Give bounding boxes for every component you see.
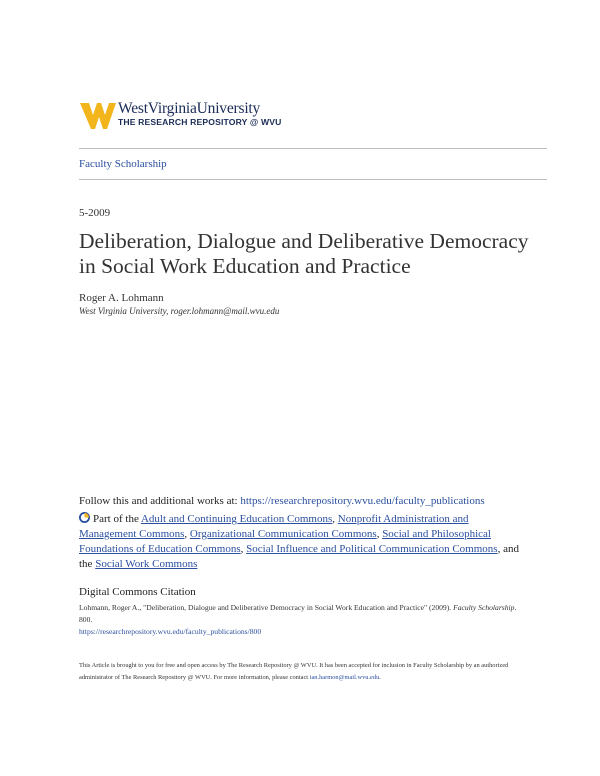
separator: , <box>332 513 338 525</box>
wvu-logo[interactable] <box>80 99 280 135</box>
part-of-prefix: Part of the <box>93 513 141 525</box>
separator: , <box>376 528 383 540</box>
commons-link-social-philosophical[interactable]: Social and Philosophical Foundations of Education Commons <box>79 528 491 555</box>
part-of-section <box>79 512 519 572</box>
commons-link-organizational-communication[interactable]: Organizational Communication Commons <box>189 528 377 540</box>
footer-note <box>79 660 539 684</box>
article-title: Deliberation, Dialogue and Deliberative Democracy in Social Work Education and Practice <box>79 229 529 278</box>
commons-link-adult-education[interactable]: Adult and Continuing Education Commons <box>140 513 333 525</box>
top-divider <box>79 148 547 149</box>
citation-body: Lohmann, Roger A., "Deliberation, Dialogue and Deliberative Democracy in Social Work Education and Practice" (2009). <box>79 603 454 612</box>
footer-end: . <box>379 674 381 681</box>
logo-university-name: WestVirginiaUniversity <box>118 100 261 117</box>
separator: , <box>240 543 247 555</box>
separator: , <box>184 528 190 540</box>
author-affiliation: West Virginia University, roger.lohmann@mail.wvu.edu <box>79 306 280 316</box>
author-name: Roger A. Lohmann <box>79 292 164 304</box>
separator-and: , and the <box>79 543 519 570</box>
citation-number: . 800. <box>79 603 517 624</box>
citation-journal: Faculty Scholarship <box>453 603 515 612</box>
publication-date: 5-2009 <box>79 207 111 219</box>
citation-text <box>79 602 529 638</box>
creative-commons-icon <box>79 512 90 523</box>
flying-wv-icon <box>80 101 116 131</box>
contact-email-link[interactable]: ian.harmon@mail.wvu.edu <box>309 674 380 681</box>
logo-repository-name: THE RESEARCH REPOSITORY @ WVU <box>118 117 282 127</box>
follow-text: Follow this and additional works at: <box>79 495 241 507</box>
citation-heading: Digital Commons Citation <box>79 586 196 598</box>
series-link[interactable]: Faculty Scholarship <box>79 158 167 170</box>
commons-link-social-influence[interactable]: Social Influence and Political Communication Commons <box>246 543 498 555</box>
footer-text: This Article is brought to you for free and open access by The Research Repository @ WVU. It has been accepted for inclusion in Faculty Scholarship by an authorized administrator of The Research Repository @ WVU. For more information, please contact <box>79 662 509 681</box>
citation-url-link[interactable]: https://researchrepository.wvu.edu/faculty_publications/800 <box>79 627 262 636</box>
follow-line <box>79 495 485 507</box>
bottom-divider <box>79 179 547 180</box>
follow-url-link[interactable]: https://researchrepository.wvu.edu/faculty_publications <box>240 495 485 507</box>
commons-link-social-work[interactable]: Social Work Commons <box>95 558 198 570</box>
commons-link-nonprofit[interactable]: Nonprofit Administration and Management Commons <box>79 513 469 540</box>
